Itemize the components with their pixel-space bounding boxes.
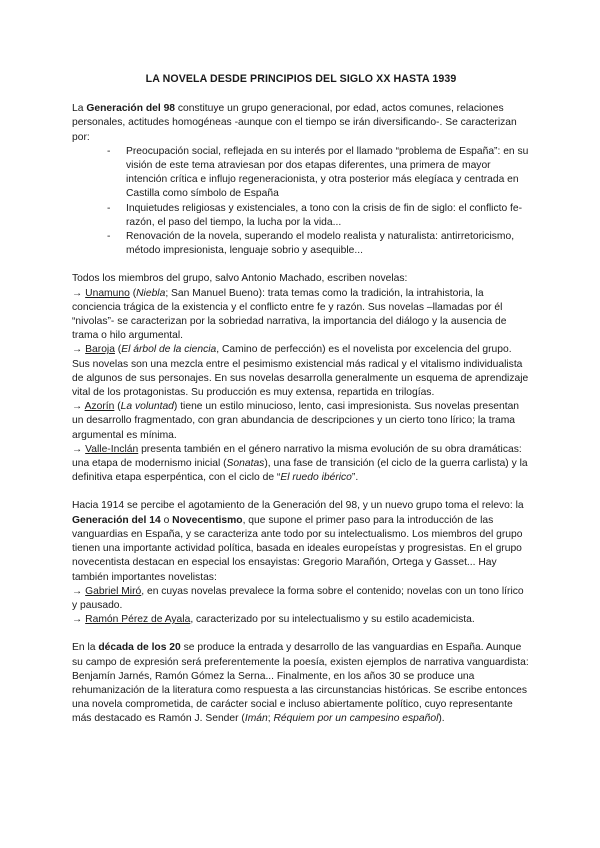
azorin-text: ) tiene un estilo minucioso, lento, casi impresionista. Sus novelas presentan un desarrollo fragmentado, con gran abundancia de descripciones y un cierto tono lírico; la trama argumental es mínima. (72, 401, 520, 441)
veinte-text: En la (72, 642, 99, 654)
novecentismo-paragraph (72, 499, 530, 584)
work-title: Niebla (136, 287, 166, 299)
spacer (72, 627, 530, 641)
novecentismo-text: Hacia 1914 se percibe el agotamiento de la Generación del 98, y un nuevo grupo toma el relevo: la (72, 500, 524, 512)
azorin-entry (72, 400, 530, 443)
unamuno-entry (72, 287, 530, 344)
author-baroja: Baroja (85, 344, 115, 356)
veinte-text: se produce la entrada y desarrollo de las vanguardias en España. Aunque su campo de expresión será preferentemente la poesía, existen ejemplos de narrativa vanguardista: Benjamín Jarnés, Ramón Gómez la Serna... Finalmente, en los años 30 se produce una rehumanización de la literatura como respuesta a las circunstancias históricas. Se escribe entonces una novela comprometida, de carácter social e incluso abiertamente político, cuyo representante más destacado es Ramón J. Sender ( (72, 642, 529, 725)
characteristics-list (72, 145, 530, 259)
baroja-entry (72, 343, 530, 400)
valle-text: ”. (351, 472, 359, 484)
paren: ( (114, 401, 121, 413)
arrow-icon: → (72, 344, 86, 356)
decada-20-term: década de los 20 (98, 642, 181, 654)
veinte-paragraph (72, 641, 530, 726)
document-title: LA NOVELA DESDE PRINCIPIOS DEL SIGLO XX HASTA 1939 (145, 73, 457, 85)
arrow-icon: → (72, 585, 86, 597)
paren: ( (129, 287, 137, 299)
work-title: Imán (244, 713, 268, 725)
novecentismo-text: o (160, 514, 173, 526)
baroja-text: , Camino de perfección) es el novelista por excelencia del grupo. Sus novelas son una mezcla entre el pesimismo existencial más radical y el vitalismo individualista de algunos de sus personajes. En sus novelas desarrolla generalmente un esquema de aprendizaje vital de los protagonistas. Su producción es muy extensa, repartida en trilogías. (72, 344, 529, 399)
arrow-icon: → (72, 287, 86, 299)
separator: ; (267, 713, 274, 725)
list-item: - Renovación de la novela, superando el modelo realista y naturalista: antirretoricismo, método impresionista, lenguaje sobrio y asequible... (107, 230, 530, 258)
work-title: La voluntad (120, 401, 174, 413)
work-title: Réquiem por un campesino español (273, 713, 439, 725)
author-valle-inclan: Valle-Inclán (85, 443, 139, 455)
list-item: - Inquietudes religiosas y existenciales, a tono con la crisis de fin de siglo: el conflicto fe-razón, el paso del tiempo, la lucha por la vida... (107, 202, 530, 230)
paren: ( (114, 344, 122, 356)
unamuno-text: ; San Manuel Bueno): trata temas como la tradición, la intrahistoria, la conciencia trágica de la existencia y el conflicto entre fe y razón. Sus novelas –llamadas por él “nivolas”- se caracterizan por la sobriedad narrativa, la importancia del diálogo y la ausencia de trama o hilo argumental. (72, 287, 507, 342)
author-miro: Gabriel Miró (85, 585, 142, 597)
list-item: - Preocupación social, reflejada en su interés por el llamado “problema de España”: en su visión de este tema atraviesan por dos etapas diferentes, una primera de mayor intención crítica e influjo regeneracionista, y otra posterior más elegíaca y centrada en Castilla como símbolo de España (107, 145, 530, 202)
spacer (72, 258, 530, 272)
intro-paragraph (72, 102, 530, 145)
work-title: El árbol de la ciencia (121, 344, 217, 356)
work-title: Sonatas (226, 458, 265, 470)
ayala-entry (72, 613, 530, 627)
author-unamuno: Unamuno (85, 287, 130, 299)
ayala-text: , caracterizado por su intelectualismo y su estilo academicista. (190, 614, 475, 626)
generacion-14-term: Generación del 14 (72, 514, 161, 526)
miro-entry (72, 585, 530, 613)
intro-prefix: La (72, 103, 87, 115)
valle-entry (72, 443, 530, 486)
valle-text: ), una fase de transición (el ciclo de la guerra carlista) y la definitiva etapa esperpéntica, con el ciclo de “ (72, 458, 528, 484)
miro-text: , en cuyas novelas prevalece la forma sobre el contenido; novelas con un tono lírico y pausado. (72, 585, 524, 611)
arrow-icon: → (72, 443, 86, 455)
spacer (72, 485, 530, 499)
generacion-98-term: Generación del 98 (86, 103, 176, 115)
arrow-icon: → (72, 401, 85, 413)
novecentismo-text: , que supone el primer paso para la introducción de las vanguardias en España, y se caracteriza ante todo por su intelectualismo. Los miembros del grupo tienen una importante actividad política, basada en ideales europeístas y progresistas. En el grupo novecentista destacan en especial los ensayistas: Gregorio Marañón, Ortega y Gasset... Hay también importantes novelistas: (72, 514, 523, 583)
intro-text: constituye un grupo generacional, por edad, actos comunes, relaciones personales, actitudes homogéneas -aunque con el tiempo se irán diversificando-. Se caracterizan por: (72, 103, 517, 143)
valle-text: presenta también en el género narrativo la misma evolución de su obra dramáticas: una etapa de modernismo inicial ( (72, 443, 522, 470)
veinte-text: ). (438, 713, 445, 725)
work-title: El ruedo ibérico (280, 472, 352, 484)
author-perez-de-ayala: Ramón Pérez de Ayala (85, 614, 191, 626)
arrow-icon: → (72, 614, 86, 626)
author-azorin: Azorín (84, 401, 115, 413)
novecentismo-term: Novecentismo (172, 514, 243, 526)
novelists-intro: Todos los miembros del grupo, salvo Antonio Machado, escriben novelas: (72, 273, 408, 285)
